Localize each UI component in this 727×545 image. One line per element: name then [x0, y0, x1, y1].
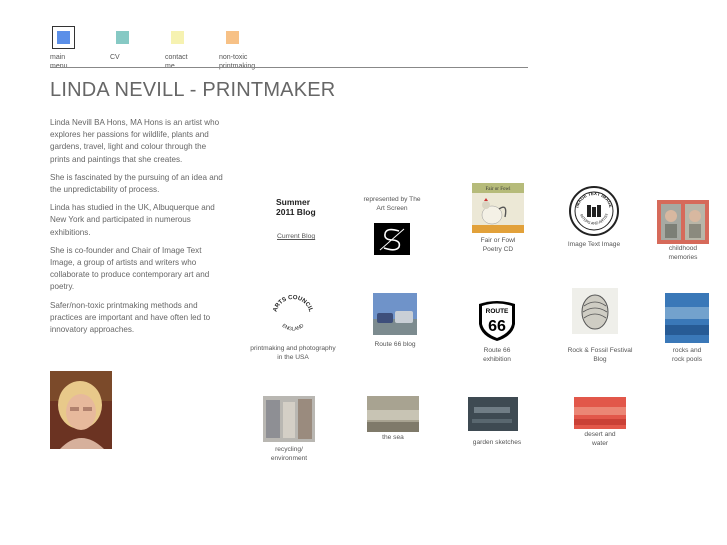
nav-label: non-toxic	[219, 54, 248, 61]
art-screen-caption: represented by The Art Screen	[363, 196, 421, 212]
nav-label: CV	[110, 54, 120, 61]
nav-main-menu[interactable]	[50, 26, 105, 71]
route66-exhibition-caption: Route 66 exhibition	[483, 347, 511, 363]
garden-sketches-caption: garden sketches	[472, 439, 522, 446]
bio-paragraph: Linda Nevill BA Hons, MA Hons is an artist who explores her passions for wildlife, plants and gardens, travel, light and colour through the prints and paintings that she creates.	[50, 118, 220, 164]
fair-or-fowl-cover[interactable]	[472, 183, 524, 233]
bio-paragraph: Safer/non-toxic printmaking methods and practices are important and have often led to innovatory approaches.	[50, 300, 211, 335]
svg-text:ARTS COUNCIL	[273, 295, 314, 313]
rock-pools-thumb[interactable]	[665, 293, 709, 343]
artist-portrait	[50, 371, 112, 449]
rock-pools-caption: rocks and rock pools	[671, 347, 703, 363]
fossil-thumb[interactable]	[572, 288, 618, 334]
nav-label: main	[50, 54, 66, 61]
nav-contact[interactable]	[163, 26, 218, 71]
image-text-image-caption: Image Text Image	[567, 241, 621, 248]
nav-non-toxic[interactable]	[218, 26, 273, 71]
bio-paragraph: Linda has studied in the UK, Albuquerque and New York and participated in numerous exhibitions.	[50, 203, 215, 237]
current-blog-link[interactable]: Current Blog	[277, 233, 316, 240]
art-screen-logo[interactable]	[374, 223, 410, 255]
route66-sign-number-text: 66	[488, 318, 506, 335]
arts-council-bottom-text: ENGLAND	[280, 322, 306, 333]
childhood-memories-caption: childhood memories	[668, 245, 698, 261]
cv-square-icon	[116, 31, 129, 44]
nav-cv[interactable]	[108, 26, 163, 62]
seal-top-text: IMAGE TEXT IMAGE	[574, 190, 614, 209]
page-title: LINDA NEVILL - PRINTMAKER	[50, 79, 336, 101]
bio-text	[50, 117, 226, 342]
svg-text:ENGLAND	[281, 323, 306, 333]
route66-sign-top-text: ROUTE	[485, 308, 509, 315]
arts-council-caption: printmaking and photography in the USA	[250, 345, 336, 361]
blog-heading: Summer 2011 Blog	[276, 197, 316, 217]
childhood-memories-thumb[interactable]	[657, 200, 709, 244]
bio-paragraph: She is co-founder and Chair of Image Text Image, a group of artists and writers who collaborate to produce contemporary art and poetry.	[50, 245, 210, 292]
fair-or-fowl-cover-title: Fair or Fowl	[485, 187, 511, 192]
main-menu-square-icon	[57, 31, 70, 44]
contact-square-icon	[171, 31, 184, 44]
image-text-image-seal[interactable]	[568, 185, 620, 237]
rock-fossil-caption: Rock & Fossil Festival Blog	[567, 347, 633, 363]
route66-sign[interactable]	[475, 298, 519, 342]
the-sea-thumb[interactable]	[367, 396, 419, 432]
desert-water-caption: desert and water	[584, 431, 616, 447]
arts-council-logo[interactable]	[268, 290, 318, 340]
header-divider	[50, 67, 528, 68]
arts-council-top-text: ARTS COUNCIL	[272, 294, 314, 313]
seal-bottom-text: RITERS AND ARTIST	[578, 212, 610, 226]
garden-sketches-thumb[interactable]	[468, 397, 518, 431]
bio-paragraph: She is fascinated by the pursuing of an idea and the unpredictability of process.	[50, 172, 223, 195]
recycling-thumb[interactable]	[263, 396, 315, 442]
desert-water-thumb[interactable]	[574, 397, 626, 429]
route66-blog-caption: Route 66 blog	[374, 341, 416, 348]
fair-or-fowl-caption: Fair or Fowl Poetry CD	[480, 237, 516, 253]
route66-blog-thumb[interactable]	[373, 293, 417, 335]
recycling-caption: recycling/ environment	[270, 446, 308, 462]
the-sea-caption: the sea	[382, 434, 404, 441]
non-toxic-square-icon	[226, 31, 239, 44]
nav-label: contact	[165, 54, 188, 61]
